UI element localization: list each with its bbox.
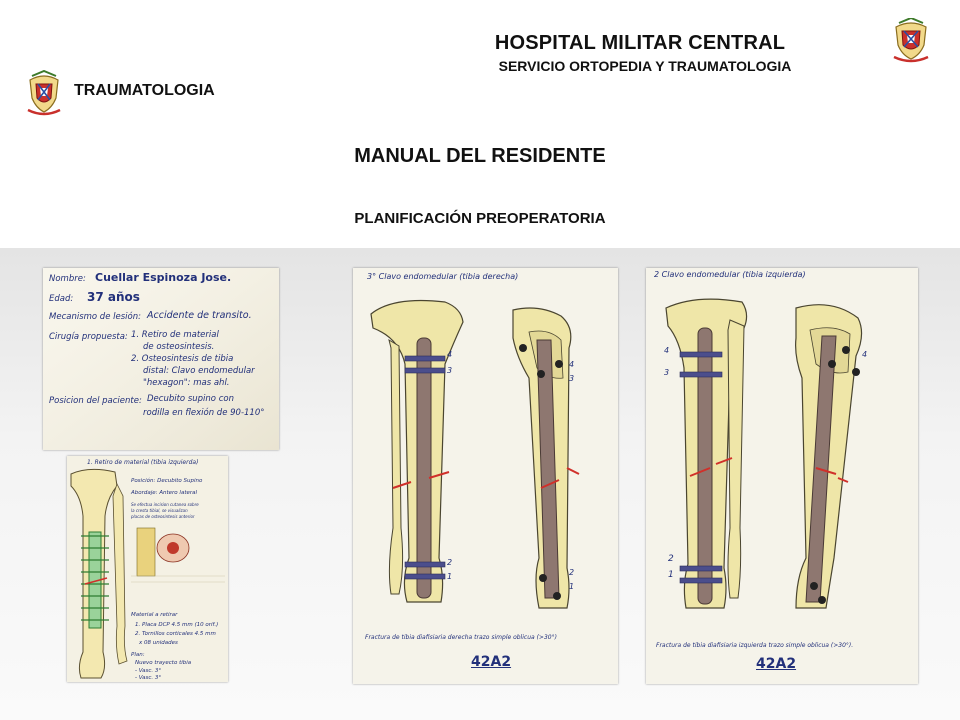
left-screw-label-2: 2 xyxy=(668,554,674,564)
surgery-step-2b: distal: Clavo endomedular xyxy=(143,366,255,376)
plan-note-1: Se efectua incision cutanea sobre xyxy=(131,502,199,507)
right-screw-label-1: 1 xyxy=(447,572,453,581)
material-label: Material a retirar xyxy=(131,612,178,618)
patient-age-value: 37 años xyxy=(87,290,140,304)
diagram-left-caption: Fractura de tibia diafisiaria izquierda trazo simple oblicua (>30°). xyxy=(656,642,854,649)
diagram-right-caption: Fractura de tibia diafisiaria derecha trazo simple oblicua (>30°) xyxy=(365,634,557,641)
left-screw-label-1: 1 xyxy=(668,570,674,580)
patient-name-label: Nombre: xyxy=(49,274,86,284)
hardware-removal-plan-photo xyxy=(67,456,228,682)
surgery-step-1a: 1. Retiro de material xyxy=(131,330,219,340)
material-item-2: 2. Tornillos corticales 4.5 mm xyxy=(135,631,216,637)
right-tibia-nail-diagram xyxy=(353,268,618,684)
diagram-left-heading: 2 Clavo endomedular (tibia izquierda) xyxy=(654,270,806,279)
document-title: MANUAL DEL RESIDENTE xyxy=(354,145,606,167)
plan-heading: 1. Retiro de material (tibia izquierda) xyxy=(87,459,199,466)
section-title: PLANIFICACIÓN PREOPERATORIA xyxy=(354,210,606,227)
plan-note-3: placas de osteosintesis anterior xyxy=(131,514,195,519)
mechanism-value: Accidente de transito. xyxy=(147,310,252,321)
closure-item-2: - Vasc. 3° xyxy=(135,668,162,674)
patient-name-value: Cuellar Espinoza Jose. xyxy=(95,271,232,284)
surgery-step-2a: 2. Osteosintesis de tibia xyxy=(131,354,234,364)
material-item-3: x 08 unidades xyxy=(139,640,178,646)
right-lateral-label-4: 4 xyxy=(569,360,575,369)
position-value-b: rodilla en flexión de 90-110° xyxy=(143,408,265,418)
position-value-a: Decubito supino con xyxy=(147,394,234,404)
material-item-1: 1. Placa DCP 4.5 mm (10 orif.) xyxy=(135,622,219,628)
diagram-left-classification: 42A2 xyxy=(756,656,797,672)
closure-item-1: Nuevo trayecto tibia xyxy=(135,660,192,666)
left-lateral-label-4: 4 xyxy=(862,350,868,359)
surgery-label: Cirugía propuesta: xyxy=(49,332,128,342)
plan-approach: Abordaje: Antero lateral xyxy=(131,490,198,496)
right-lateral-label-1: 1 xyxy=(569,582,575,591)
surgery-step-1b: de osteosintesis. xyxy=(143,342,215,352)
military-crest-icon xyxy=(24,70,64,118)
patient-sheet-photo xyxy=(43,268,279,450)
patient-age-label: Edad: xyxy=(49,294,74,304)
right-lateral-label-2: 2 xyxy=(569,568,575,577)
left-tibia-nail-diagram xyxy=(646,268,918,684)
right-lateral-label-3: 3 xyxy=(569,374,575,383)
left-screw-label-3: 3 xyxy=(664,368,670,377)
surgery-step-2c: "hexagon": mas ahl. xyxy=(143,378,230,388)
right-screw-label-2: 2 xyxy=(447,558,453,567)
diagram-right-heading: 3° Clavo endomedular (tibia derecha) xyxy=(367,272,519,281)
military-crest-icon xyxy=(890,18,932,64)
plan-note-2: la cresta tibial, se visualizan xyxy=(131,508,188,513)
diagram-right-classification: 42A2 xyxy=(471,654,512,670)
department-label: TRAUMATOLOGIA xyxy=(74,82,215,99)
right-screw-label-3: 3 xyxy=(447,366,453,375)
right-screw-label-4: 4 xyxy=(447,350,453,359)
closure-item-3: - Vasc. 3° xyxy=(135,675,162,681)
plan-position: Posición: Decubito Supino xyxy=(131,478,203,484)
closure-label: Plan: xyxy=(131,652,145,658)
mechanism-label: Mecanismo de lesión: xyxy=(49,312,141,322)
left-screw-label-4: 4 xyxy=(664,346,670,355)
service-subtitle: SERVICIO ORTOPEDIA Y TRAUMATOLOGIA xyxy=(498,58,792,74)
hospital-title: HOSPITAL MILITAR CENTRAL xyxy=(494,32,786,54)
position-label: Posicion del paciente: xyxy=(49,396,142,406)
